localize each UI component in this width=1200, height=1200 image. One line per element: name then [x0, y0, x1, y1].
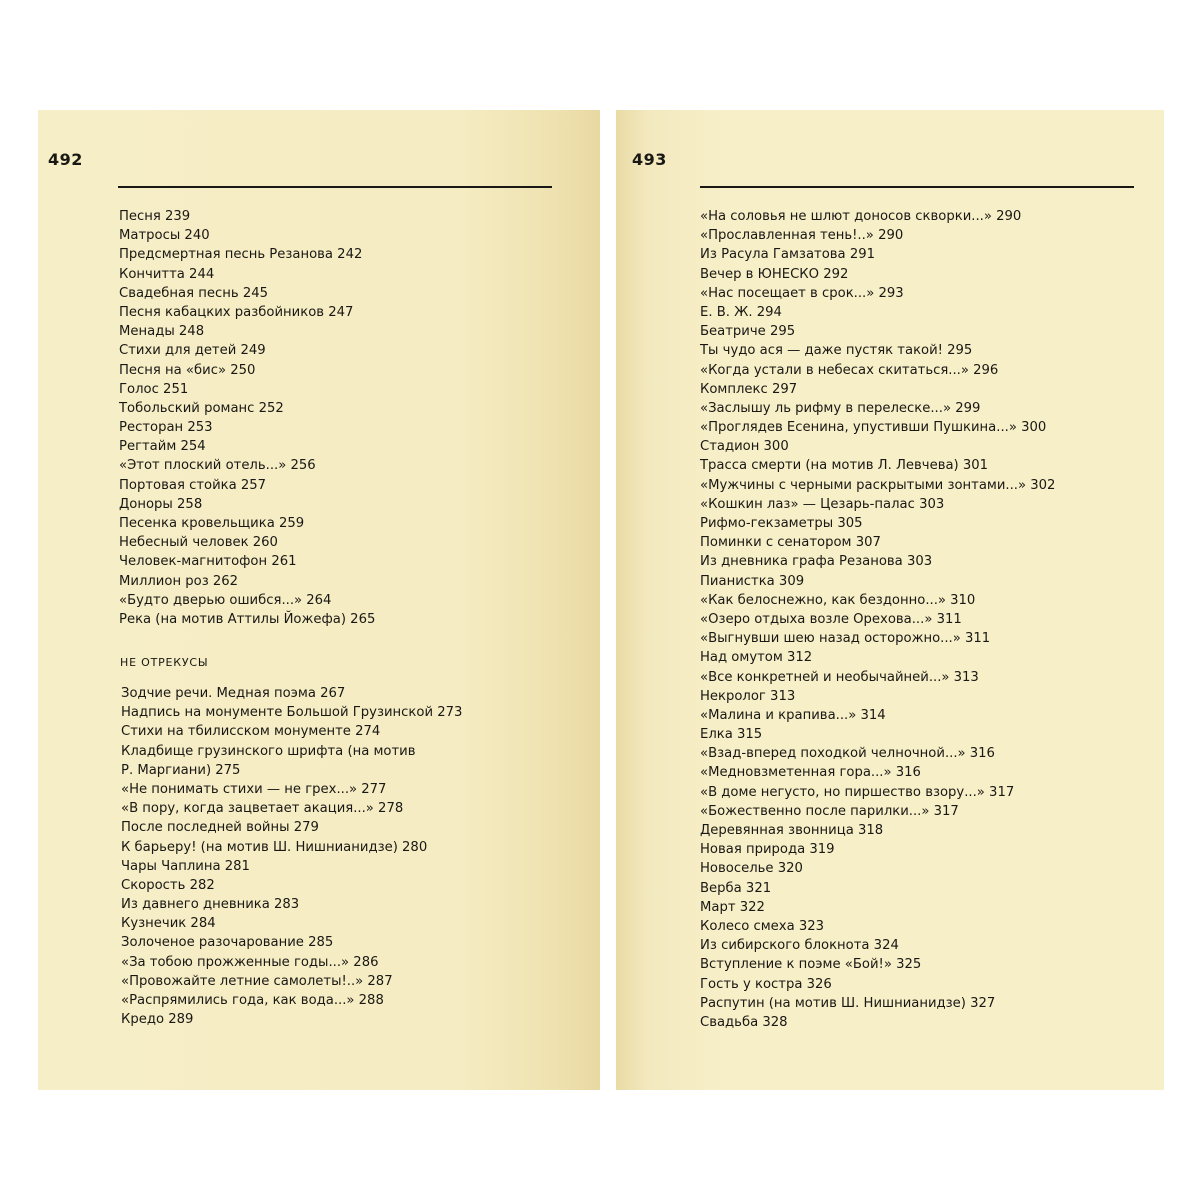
- contents-entry: «Все конкретней и необычайней...» 313: [700, 669, 979, 685]
- contents-entry: «Будто дверью ошибся...» 264: [119, 592, 332, 608]
- contents-entry: Новоселье 320: [700, 861, 803, 877]
- contents-entry: Верба 321: [700, 880, 772, 896]
- contents-entry: «Божественно после парилки...» 317: [700, 803, 959, 819]
- contents-entry: «Нас посещает в срок...» 293: [700, 285, 904, 301]
- contents-entry: Золоченое разочарование 285: [121, 935, 334, 951]
- contents-entry: Стадион 300: [700, 439, 789, 455]
- contents-entry: «Распрямились года, как вода...» 288: [121, 993, 384, 1008]
- contents-entry: «Заслышу ль рифму в перелеске...» 299: [700, 400, 981, 416]
- contents-entry: Из дневника графа Резанова 303: [700, 554, 933, 570]
- page-gutter: [600, 110, 616, 1090]
- contents-entry: «Как белоснежно, как бездонно...» 310: [700, 592, 976, 608]
- contents-entry: Регтайм 254: [119, 439, 206, 455]
- contents-entry: Зодчие речи. Медная поэма 267: [121, 686, 346, 701]
- contents-entry: Песня 239: [119, 209, 191, 224]
- contents-entry: Ты чудо ася — даже пустяк такой! 295: [700, 343, 973, 359]
- contents-entry: К барьеру! (на мотив Ш. Нишнианидзе) 280: [121, 839, 428, 855]
- contents-entry: Надпись на монументе Большой Грузинской 273: [121, 705, 463, 721]
- contents-entry: Елка 315: [700, 727, 763, 743]
- contents-entry: Свадебная песнь 245: [119, 285, 268, 301]
- contents-entry: Портовая стойка 257: [119, 477, 267, 493]
- contents-entry: «Когда устали в небесах скитаться...» 296: [700, 362, 999, 378]
- contents-entry: «Прославленная тень!..» 290: [700, 228, 904, 244]
- contents-entry: Доноры 258: [119, 496, 203, 512]
- contents-entry: Над омутом 312: [700, 650, 813, 666]
- contents-list: [119, 207, 375, 629]
- contents-entry: «Выгнувши шею назад осторожно...» 311: [700, 631, 991, 647]
- section-heading: НЕ ОТРЕКУСЫ: [120, 656, 209, 669]
- contents-entry: Поминки с сенатором 307: [700, 535, 881, 551]
- contents-entry: Новая природа 319: [700, 842, 835, 858]
- contents-entry: Река (на мотив Аттилы Йожефа) 265: [119, 611, 376, 627]
- contents-entry: «Этот плоский отель...» 256: [119, 458, 316, 474]
- contents-entry: Трасса смерти (на мотив Л. Левчева) 301: [700, 458, 989, 474]
- contents-entry: «Медновзметенная гора...» 316: [700, 765, 921, 781]
- contents-entry: «Кошкин лаз» — Цезарь-палас 303: [700, 496, 945, 512]
- contents-entry: Март 322: [700, 899, 765, 915]
- contents-entry: «На соловья не шлют доносов скворки...» 290: [700, 209, 1022, 224]
- contents-entry: Миллион роз 262: [119, 573, 239, 589]
- contents-entry: Вступление к поэме «Бой!» 325: [700, 957, 922, 973]
- contents-list: [121, 684, 462, 1029]
- contents-entry: Стихи на тбилисском монументе 274: [121, 724, 381, 740]
- header-rule: [118, 186, 552, 188]
- contents-entry: Стихи для детей 249: [119, 343, 266, 359]
- contents-entry: «Проглядев Есенина, упустивши Пушкина...» 300: [700, 420, 1047, 436]
- contents-entry: Кузнечик 284: [121, 916, 216, 932]
- contents-entry: Беатриче 295: [700, 324, 796, 340]
- contents-entry: Деревянная звонница 318: [700, 823, 884, 838]
- contents-entry: «В доме негусто, но пиршество взору...» 317: [700, 784, 1015, 800]
- page-number: 493: [632, 150, 667, 169]
- contents-entry: «За тобою прожженные годы...» 286: [121, 954, 379, 970]
- contents-entry: Кончитта 244: [119, 266, 215, 282]
- contents-entry: Предсмертная песнь Резанова 242: [119, 247, 363, 263]
- contents-list: [700, 207, 1055, 1032]
- contents-entry: Свадьба 328: [700, 1014, 788, 1030]
- contents-entry: Менады 248: [119, 324, 205, 340]
- header-rule: [700, 186, 1134, 188]
- contents-entry: Гость у костра 326: [700, 976, 832, 992]
- left-page: [38, 110, 600, 1090]
- contents-entry: «В пору, когда зацветает акация...» 278: [121, 801, 404, 817]
- contents-entry: Кладбище грузинского шрифта (на мотив: [121, 743, 416, 759]
- contents-entry: Рифмо-гекзаметры 305: [700, 516, 863, 531]
- contents-entry: Пианистка 309: [700, 573, 805, 589]
- contents-entry: Из давнего дневника 283: [121, 897, 300, 913]
- contents-entry: Матросы 240: [119, 228, 210, 244]
- contents-entry: Ресторан 253: [119, 420, 213, 436]
- contents-entry: Песня на «бис» 250: [119, 362, 256, 378]
- contents-entry: Голос 251: [119, 381, 189, 397]
- contents-entry: Колесо смеха 323: [700, 918, 825, 934]
- contents-entry: «Не понимать стихи — не грех...» 277: [121, 781, 387, 797]
- contents-entry: Некролог 313: [700, 688, 796, 704]
- contents-entry: Песенка кровельщика 259: [119, 516, 305, 531]
- contents-entry: «Мужчины с черными раскрытыми зонтами...» 302: [700, 477, 1056, 493]
- contents-entry: Вечер в ЮНЕСКО 292: [700, 266, 849, 282]
- contents-entry: Небесный человек 260: [119, 535, 278, 551]
- contents-entry: Из сибирского блокнота 324: [700, 938, 899, 954]
- contents-entry: «Малина и крапива...» 314: [700, 707, 886, 723]
- right-page: [616, 110, 1164, 1090]
- contents-entry: Распутин (на мотив Ш. Нишнианидзе) 327: [700, 995, 996, 1011]
- contents-entry: Скорость 282: [121, 877, 215, 893]
- contents-entry: «Озеро отдыха возле Орехова...» 311: [700, 611, 962, 627]
- contents-entry: Песня кабацких разбойников 247: [119, 304, 354, 320]
- contents-entry: Человек-магнитофон 261: [119, 554, 297, 570]
- contents-entry: Кредо 289: [121, 1012, 194, 1028]
- contents-entry: После последней войны 279: [121, 820, 319, 836]
- contents-entry: Тобольский романс 252: [119, 400, 284, 416]
- page-number: 492: [48, 150, 83, 169]
- contents-entry: Комплекс 297: [700, 381, 798, 397]
- contents-entry: Из Расула Гамзатова 291: [700, 247, 875, 263]
- contents-entry: Чары Чаплина 281: [121, 858, 250, 874]
- contents-entry: «Провожайте летние самолеты!..» 287: [121, 973, 393, 989]
- contents-entry: Е. В. Ж. 294: [700, 304, 782, 320]
- contents-entry: Р. Маргиани) 275: [121, 762, 241, 778]
- contents-entry: «Взад-вперед походкой челночной...» 316: [700, 746, 995, 762]
